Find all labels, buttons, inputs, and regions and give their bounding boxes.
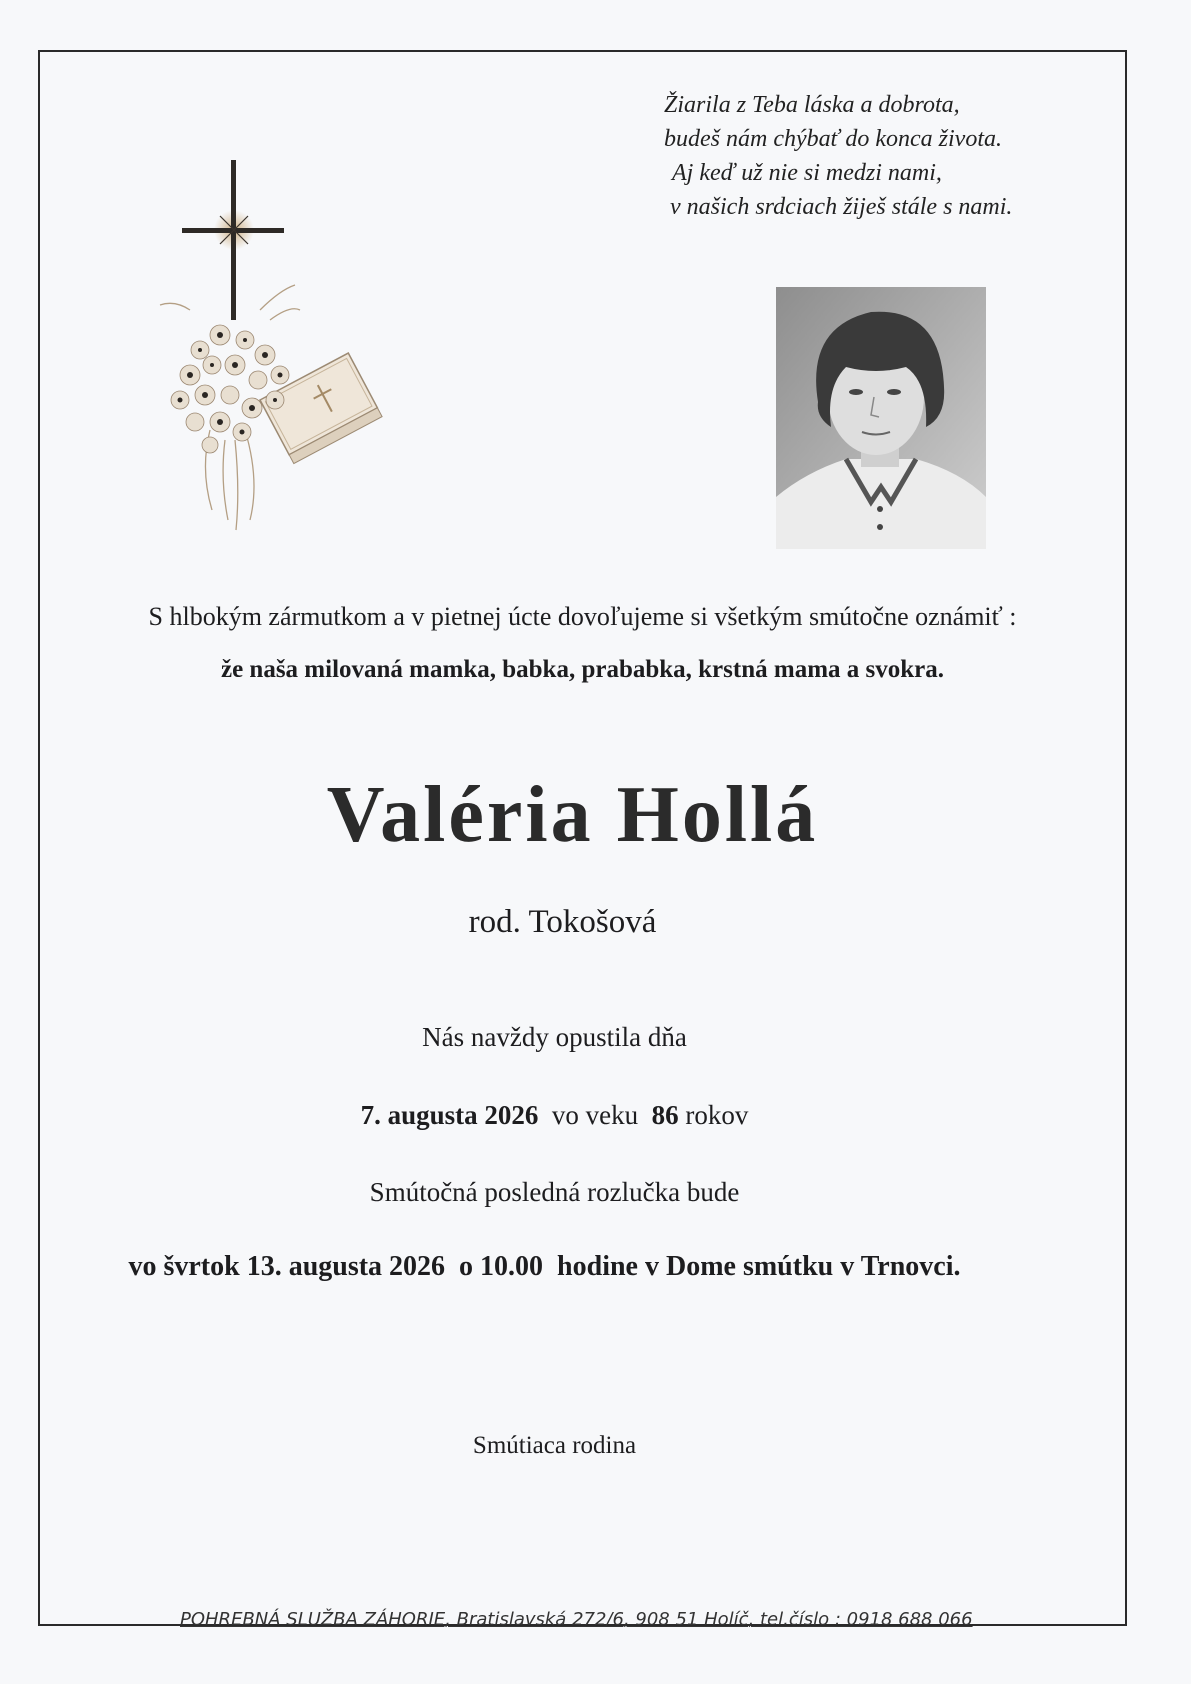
farewell-text: Smútočná posledná rozlučka bude (369, 1177, 740, 1207)
portrait-photo (776, 287, 986, 549)
funeral-service-footer: POHREBNÁ SLUŽBA ZÁHORIE, Bratislavská 272/6, 908 51 Holíč, tel.číslo : 0918 688 066 (180, 1609, 973, 1630)
poem-line: v našich srdciach žiješ stále s nami. (670, 194, 1013, 220)
death-date-line (10, 1100, 1099, 1131)
memorial-poem (664, 88, 1094, 224)
poem-line: Aj keď už nie si medzi nami, (672, 160, 942, 186)
deceased-name: Valéria Hollá (326, 771, 819, 859)
family-signature: Smútiaca rodina (472, 1432, 637, 1459)
age-prefix: vo veku (551, 1100, 639, 1130)
maiden-name: rod. Tokošová (468, 904, 657, 940)
age-suffix: rokov (685, 1100, 749, 1130)
announcement-intro: S hlbokým zármutkom a v pietnej úcte dovoľujeme si všetkým smútočne oznámiť : (148, 602, 1017, 631)
poem-line: budeš nám chýbať do konca života. (664, 126, 1002, 152)
poem-line: Žiarila z Teba láska a dobrota, (664, 92, 960, 118)
death-date: 7. augusta 2026 (360, 1100, 539, 1130)
passed-away-text: Nás navždy opustila dňa (422, 1022, 687, 1052)
cross-flowers-icon (150, 160, 400, 560)
announcement-relation: že naša milovaná mamka, babka, prababka, krstná mama a svokra. (220, 656, 944, 683)
ceremony-details: vo švrtok 13. augusta 2026 o 10.00 hodine v Dome smútku v Trnovci. (128, 1251, 961, 1282)
age-value: 86 (651, 1100, 679, 1130)
